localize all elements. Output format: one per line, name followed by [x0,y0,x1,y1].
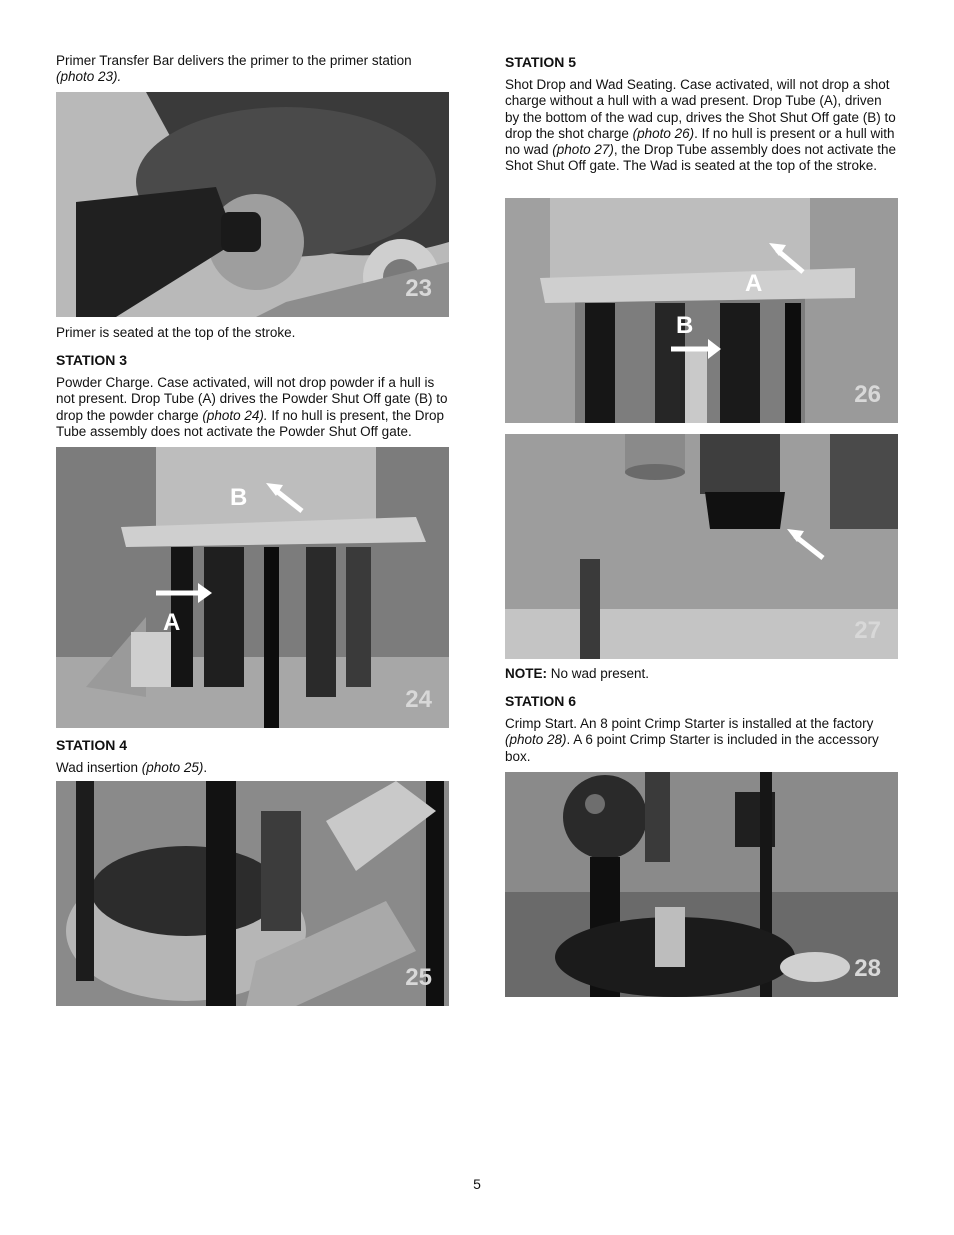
photo-23-illustration [56,92,449,317]
station-5-heading: STATION 5 [505,54,577,70]
station-3-block [56,352,449,440]
photo-28-number: 28 [854,955,881,982]
note-label: NOTE: [505,666,547,681]
label-a-26: A [745,270,763,297]
after-23-block [56,325,449,341]
photo-23 [56,92,449,317]
station-4-heading: STATION 4 [56,737,128,753]
photo-28 [505,772,898,997]
intro-paragraph: Primer Transfer Bar delivers the primer to the primer station (photo 23). [56,53,412,85]
station-4-block [56,737,449,776]
station-5-block [505,54,898,175]
photo-25-illustration [56,781,449,1006]
photo-28-illustration [505,772,898,997]
photo-23-number: 23 [405,275,432,302]
photo-24 [56,447,449,728]
station-6-heading: STATION 6 [505,693,577,709]
photo-26-number: 26 [854,381,881,408]
station-5-paragraph: Shot Drop and Wad Seating. Case activated, will not drop a shot charge without a hull with a wad present. Drop Tube (A), driven by the bottom of the wad cup, drives the Shot Shut Off gate (B) to drop the shot charge (photo 26). If no hull is present or a hull with no wad (photo 27), the Drop Tube assembly does not activate the Shot Shut Off gate. The Wad is seated at the top of the stroke. [505,77,897,174]
station-3-paragraph: Powder Charge. Case activated, will not drop powder if a hull is not present. Drop Tube (A) drives the Powder Shut Off gate (B) to drop the powder charge (photo 24). If no hull is present, the Drop Tube assembly does not activate the Powder Shut Off gate. [56,375,448,439]
photo-27 [505,434,898,659]
photo-26 [505,198,898,423]
photo-25-number: 25 [405,964,432,991]
station-3-heading: STATION 3 [56,352,128,368]
intro-text-block [56,53,449,86]
photo-26-illustration [505,198,898,423]
label-b-24: B [230,484,248,511]
note-text: No wad present. [547,666,650,681]
label-a-24: A [163,609,181,636]
note-block [505,666,898,682]
label-b-26: B [676,312,694,339]
primer-seated-text: Primer is seated at the top of the stroke. [56,325,296,340]
station-6-paragraph: Crimp Start. An 8 point Crimp Starter is installed at the factory (photo 28). A 6 point Crimp Starter is included in the accessory box. [505,716,879,764]
station-6-block [505,693,898,765]
page-number: 5 [473,1176,481,1192]
photo-24-number: 24 [405,686,432,713]
photo-27-illustration [505,434,898,659]
note-paragraph [505,666,898,682]
photo-24-illustration [56,447,449,728]
station-4-paragraph: Wad insertion (photo 25). [56,760,208,775]
photo-25 [56,781,449,1006]
photo-27-number: 27 [854,617,881,644]
